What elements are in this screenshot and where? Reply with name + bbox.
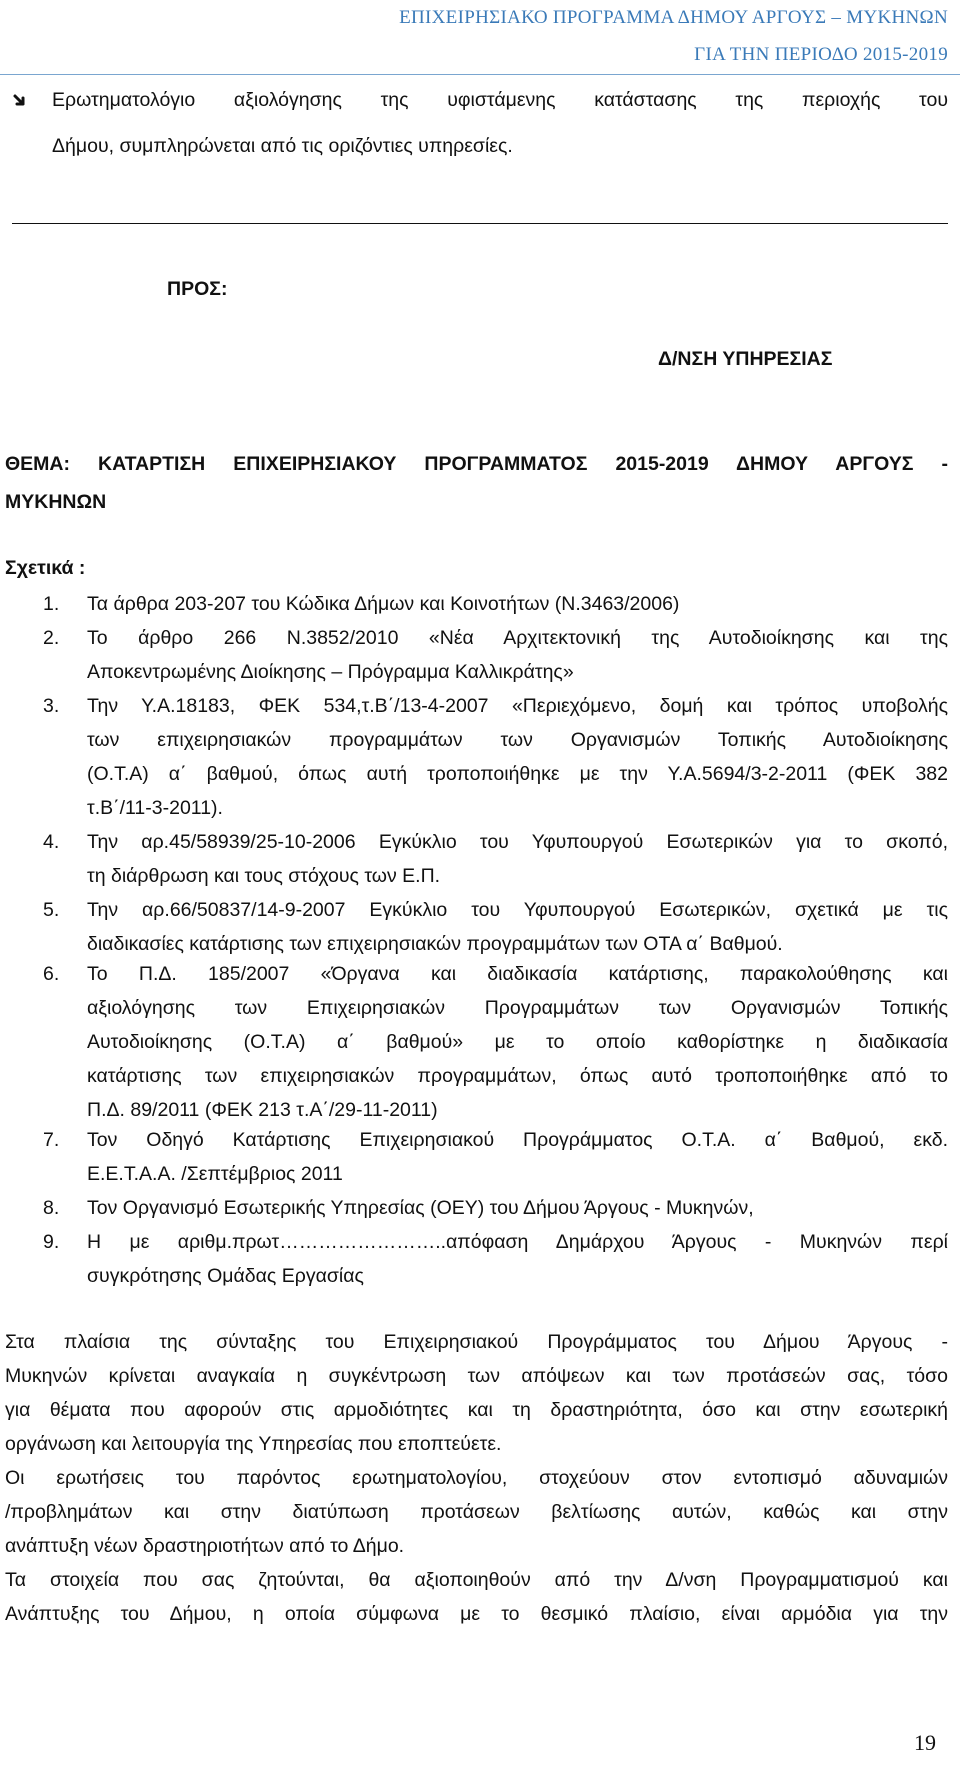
paragraph-line: Οι ερωτήσεις του παρόντος ερωτηματολογίου, στοχεύουν στον εντοπισμό αδυναμιών <box>5 1467 948 1489</box>
list-item-line: διαδικασίες κατάρτισης των επιχειρησιακών προγραμμάτων των ΟΤΑ α΄ Βαθμού. <box>87 933 783 955</box>
list-item-line: Την Υ.Α.18183, ΦΕΚ 534,τ.Β΄/13-4-2007 «Περιεχόμενο, δομή και τρόπος υποβολής <box>87 695 948 717</box>
paragraph-line: ανάπτυξη νέων δραστηριοτήτων από το Δήμο. <box>5 1535 405 1557</box>
related-label: Σχετικά : <box>5 557 86 579</box>
list-item-number: 9. <box>43 1231 60 1253</box>
list-item-number: 4. <box>43 831 60 853</box>
list-item-line: συγκρότησης Ομάδας Εργασίας <box>87 1265 364 1287</box>
list-item-line: των επιχειρησιακών προγραμμάτων των Οργανισμών Τοπικής Αυτοδιοίκησης <box>87 729 948 751</box>
list-item-line: Τον Οδηγό Κατάρτισης Επιχειρησιακού Προγράμματος Ο.Τ.Α. α΄ Βαθμού, εκδ. <box>87 1129 948 1151</box>
list-item-line: Την αρ.45/58939/25-10-2006 Εγκύκλιο του Υφυπουργού Εσωτερικών για το σκοπό, <box>87 831 948 853</box>
header-divider <box>0 74 960 75</box>
page-number: 19 <box>914 1730 936 1755</box>
list-item-line: (Ο.Τ.Α) α΄ βαθμού, όπως αυτή τροποποιήθηκε με την Υ.Α.5694/3-2-2011 (ΦΕΚ 382 <box>87 763 948 785</box>
list-item-line: Το άρθρο 266 Ν.3852/2010 «Νέα Αρχιτεκτονική της Αυτοδιοίκησης και της <box>87 627 948 649</box>
paragraph-line: Μυκηνών κρίνεται αναγκαία η συγκέντρωση των απόψεων και των προτάσεών σας, τόσο <box>5 1365 948 1387</box>
list-item-line: Το Π.Δ. 185/2007 «Όργανα και διαδικασία κατάρτισης, παρακολούθησης και <box>87 963 948 985</box>
paragraph-line: για θέματα που αφορούν στις αρμοδιότητες και τη δραστηριότητα, όσο και στην εσωτερική <box>5 1399 948 1421</box>
paragraph-line: Στα πλαίσια της σύνταξης του Επιχειρησιακού Προγράμματος του Δήμου Άργους - <box>5 1331 948 1353</box>
list-item-number: 5. <box>43 899 60 921</box>
list-item-line: Αποκεντρωμένης Διοίκησης – Πρόγραμμα Καλλικράτης» <box>87 661 574 683</box>
intro-line-1: Ερωτηματολόγιο αξιολόγησης της υφιστάμενης κατάστασης της περιοχής του <box>52 89 948 111</box>
paragraph-line: Τα στοιχεία που σας ζητούνται, θα αξιοποιηθούν από την Δ/νση Προγραμματισμού και <box>5 1569 948 1591</box>
list-item-line: Ε.Ε.Τ.Α.Α. /Σεπτέμβριος 2011 <box>87 1163 343 1185</box>
pros-label: ΠΡΟΣ: <box>167 278 228 300</box>
list-item-line: τ.Β΄/11-3-2011). <box>87 797 223 819</box>
list-item-number: 6. <box>43 963 60 985</box>
list-item-line: Την αρ.66/50837/14-9-2007 Εγκύκλιο του Υφυπουργού Εσωτερικών, σχετικά με τις <box>87 899 948 921</box>
list-item-line: αξιολόγησης των Επιχειρησιακών Προγραμμάτων των Οργανισμών Τοπικής <box>87 997 948 1019</box>
list-item-number: 1. <box>43 593 60 615</box>
header-title: ΕΠΙΧΕΙΡΗΣΙΑΚΟ ΠΡΟΓΡΑΜΜΑ ΔΗΜΟΥ ΑΡΓΟΥΣ – ΜΥΚΗΝΩΝ <box>399 7 948 28</box>
subject-line-1: ΘΕΜΑ: ΚΑΤΑΡΤΙΣΗ ΕΠΙΧΕΙΡΗΣΙΑΚΟΥ ΠΡΟΓΡΑΜΜΑΤΟΣ 2015-2019 ΔΗΜΟΥ ΑΡΓΟΥΣ - <box>5 453 948 475</box>
list-item-number: 8. <box>43 1197 60 1219</box>
list-item-number: 2. <box>43 627 60 649</box>
arrow-icon <box>12 93 32 111</box>
list-item-line: κατάρτισης των επιχειρησιακών προγραμμάτων, όπως αυτό τροποποιήθηκε από το <box>87 1065 948 1087</box>
list-item-line: Τα άρθρα 203-207 του Κώδικα Δήμων και Κοινοτήτων (Ν.3463/2006) <box>87 593 680 615</box>
header-period: ΓΙΑ ΤΗΝ ΠΕΡΙΟΔΟ 2015-2019 <box>694 44 948 65</box>
intro-line-2: Δήμου, συμπληρώνεται από τις οριζόντιες υπηρεσίες. <box>52 135 513 157</box>
list-item-line: τη διάρθρωση και τους στόχους των Ε.Π. <box>87 865 441 887</box>
paragraph-line: /προβλημάτων και στην διατύπωση προτάσεων βελτίωσης αυτών, καθώς και στην <box>5 1501 948 1523</box>
list-item-number: 7. <box>43 1129 60 1151</box>
list-item-line: Τον Οργανισμό Εσωτερικής Υπηρεσίας (ΟΕΥ) του Δήμου Άργους - Μυκηνών, <box>87 1197 754 1219</box>
list-item-line: Αυτοδιοίκησης (Ο.Τ.Α) α΄ βαθμού» με το οποίο καθορίστηκε η διαδικασία <box>87 1031 948 1053</box>
list-item-line: Η με αριθμ.πρωτ……………………..απόφαση Δημάρχου Άργους - Μυκηνών περί <box>87 1231 948 1253</box>
list-item-line: Π.Δ. 89/2011 (ΦΕΚ 213 τ.Α΄/29-11-2011) <box>87 1099 438 1121</box>
recipient: Δ/ΝΣΗ ΥΠΗΡΕΣΙΑΣ <box>658 348 833 370</box>
paragraph-line: οργάνωση και λειτουργία της Υπηρεσίας που εποπτεύετε. <box>5 1433 502 1455</box>
section-divider <box>12 223 948 224</box>
list-item-number: 3. <box>43 695 60 717</box>
paragraph-line: Ανάπτυξης του Δήμου, η οποία σύμφωνα με το θεσμικό πλαίσιο, είναι αρμόδια για την <box>5 1603 948 1625</box>
subject-line-2: ΜΥΚΗΝΩΝ <box>5 491 107 513</box>
